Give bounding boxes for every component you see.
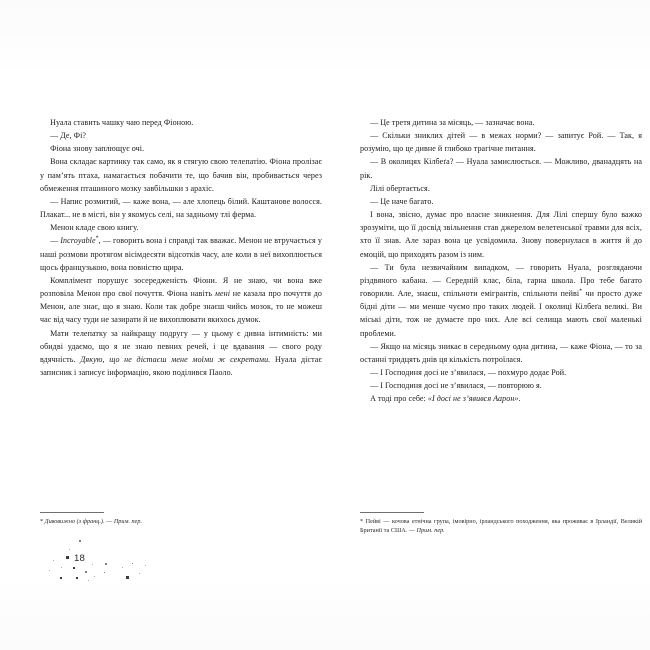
- star-dot: [145, 565, 146, 566]
- paragraph: — І Господиня досі не з’явилася, — похмуро додає Рой.: [370, 367, 567, 377]
- paragraph-text: .: [518, 394, 521, 404]
- emphasis-italic: мені: [214, 289, 231, 299]
- paragraph-text: не казала про почуття до Менон, але знає, що я знаю. Коли так добре знаєш чийсь мозок, то не можеш час від часу туди не зазирати й не вихоплювати якихось думок.: [40, 289, 322, 325]
- left-page-footnotes: [40, 512, 322, 526]
- star-dot: [61, 567, 62, 568]
- footnote-italic-attribution: Прим. пер.: [113, 518, 143, 525]
- star-dot: [76, 577, 78, 579]
- footnote-entry: [40, 517, 322, 526]
- paragraph-compliment: [40, 274, 322, 327]
- footnote-italic-gloss: Дивовижно (з франц.): [44, 518, 103, 525]
- inner-thought-italic: Дякую, що не дістаєш мене моїми ж секретами.: [80, 354, 271, 364]
- footnote-marker: *: [95, 235, 99, 242]
- footnote-entry: [360, 517, 642, 535]
- star-dot: [73, 567, 75, 569]
- footnote-text: . —: [103, 518, 114, 525]
- right-page-footnotes: [360, 512, 642, 535]
- paragraph-incroyable: [40, 234, 322, 273]
- right-page-text-block: [360, 116, 642, 405]
- paragraph-text: , — говорить вона і справді так вважає. Менон не втручається у наші розмови протягом вісімдесяти відсотків часу, але коли в неї вихоплюється щось французькою, вона повністю щира.: [40, 236, 322, 272]
- paragraph: — Скільки зниклих дітей — в межах норми? — запитує Рой. — Так, я розумію, що це дивне й глибоко трагічне питання.: [360, 131, 642, 154]
- star-dot: [79, 540, 81, 542]
- paragraph: Нуала ставить чашку чаю перед Фіоною.: [50, 118, 194, 127]
- paragraph-text: Нуала дістає записник і записує інформацію, якою поділився Паоло.: [40, 354, 322, 377]
- paragraph-text: Комплімент порушує зосередженість Фіони. Я не знаю, чи вона вже розповіла Менон про свої почуття. Фіона навіть: [40, 275, 322, 299]
- star-dot: [122, 567, 123, 568]
- paragraph: — В околицях Кілбеґа? — Нуала замислюється. — Можливо, дванадцять на рік.: [360, 157, 642, 180]
- star-dot: [60, 577, 62, 579]
- paragraph-text: чи просто дуже бідні діти — ми менше чуємо про таких людей. І околиці Кілбеґа великі. Ви міські діти, тож не думаєте про них. Але всі селища мають свої маленькі проблеми.: [360, 289, 642, 338]
- book-spread: [0, 18, 650, 578]
- star-dot: [88, 580, 89, 581]
- paragraph: Менон кладе свою книгу.: [50, 223, 139, 233]
- paragraph: І вона, звісно, думає про власне зникнення. Для Лілі спершу було важко зрозуміти, що її досвід звільнення став джерелом велетенської травми для всіх, хто її знав. Але зараз вона це усвідомила. Знову повернулася в життя й до емоцій, що приходять разом із ним.: [360, 210, 642, 259]
- paragraph-text: А тоді про себе:: [370, 394, 428, 404]
- footnote-separator-rule: [40, 512, 104, 513]
- right-page: [360, 18, 650, 578]
- star-dot: [66, 556, 69, 559]
- footnote-marker: *: [579, 288, 583, 295]
- paragraph: — Де, Фі?: [50, 131, 87, 141]
- footnote-italic-attribution: Прим. пер.: [416, 527, 445, 535]
- paragraph-telepath: [40, 327, 322, 380]
- paragraph: — Це третя дитина за місяць, — зазначає вона.: [370, 118, 535, 127]
- paragraph-nuala: [360, 261, 642, 340]
- star-dot: [53, 560, 54, 561]
- star-dot: [69, 549, 70, 550]
- paragraph: — Напис розмитий, — каже вона, — але хлопець білий. Каштанове волосся. Плакат... не в місті, він у якомусь селі, на задньому тлі ферма.: [40, 196, 322, 220]
- star-dot: [105, 563, 107, 565]
- star-dot: [132, 563, 133, 564]
- left-page: [40, 18, 330, 578]
- footnote-separator-rule: [360, 512, 424, 513]
- footnote-text: Пейві — кочова етнічна група, імовірно, ірландського походження, яка проживає в Ірландії, Великій Британії та США. —: [360, 518, 643, 535]
- star-dot: [104, 572, 105, 573]
- paragraph-text: — Ти була незвичайним випадком, — говорить Нуала, розглядаючи різдвяного кабана. — Середній клас, біла, гарна школа. Про тебе багато говорили. Але, знаєш, спільноти емігрантів, спільноти пейві: [360, 262, 642, 299]
- paragraph-text: Мати телепатку за найкращу подругу — у цьому є дивна інтимність: ми обидві удаємо, що я не знаю певних речей, і це вдавання — свого роду вдячність.: [40, 328, 322, 364]
- star-dot: [139, 573, 140, 574]
- french-word-italic: Incroyable: [60, 236, 96, 246]
- footnote-marker: *: [40, 518, 44, 525]
- paragraph: Фіона знову заплющує очі.: [50, 144, 145, 154]
- paragraph: Лілі обертається.: [370, 183, 430, 193]
- paragraph: — І Господиня досі не з’явилася, — повторюю я.: [370, 381, 542, 391]
- paragraph-aaron: [360, 392, 642, 405]
- folio-ornament: [44, 536, 164, 596]
- paragraph: — Якщо на місяць зникає в середньому одна дитина, — каже Фіона, — то за останні тридцять днів ця кількість потроїлася.: [360, 341, 642, 364]
- star-dot: [94, 576, 95, 577]
- star-dot: [49, 570, 50, 571]
- star-dot: [85, 571, 87, 573]
- paragraph: Вона складає картинку так само, як я стягую свою телепатію. Фіона пролізає у пам’ять птаха, намагається побачити те, що бачив він, пробивається через обмеження пташиного мозку завбільшки з арахіс.: [40, 157, 322, 193]
- page-number: 18: [74, 553, 86, 564]
- left-page-text-block: [40, 116, 322, 379]
- paragraph: — Це наче багато.: [370, 196, 434, 206]
- star-dot: [126, 576, 129, 579]
- star-dot: [92, 564, 93, 565]
- dialogue-dash: —: [50, 236, 61, 246]
- inner-thought-italic: «І досі не з’явився Аарон»: [427, 394, 519, 404]
- footnote-marker: *: [360, 518, 364, 525]
